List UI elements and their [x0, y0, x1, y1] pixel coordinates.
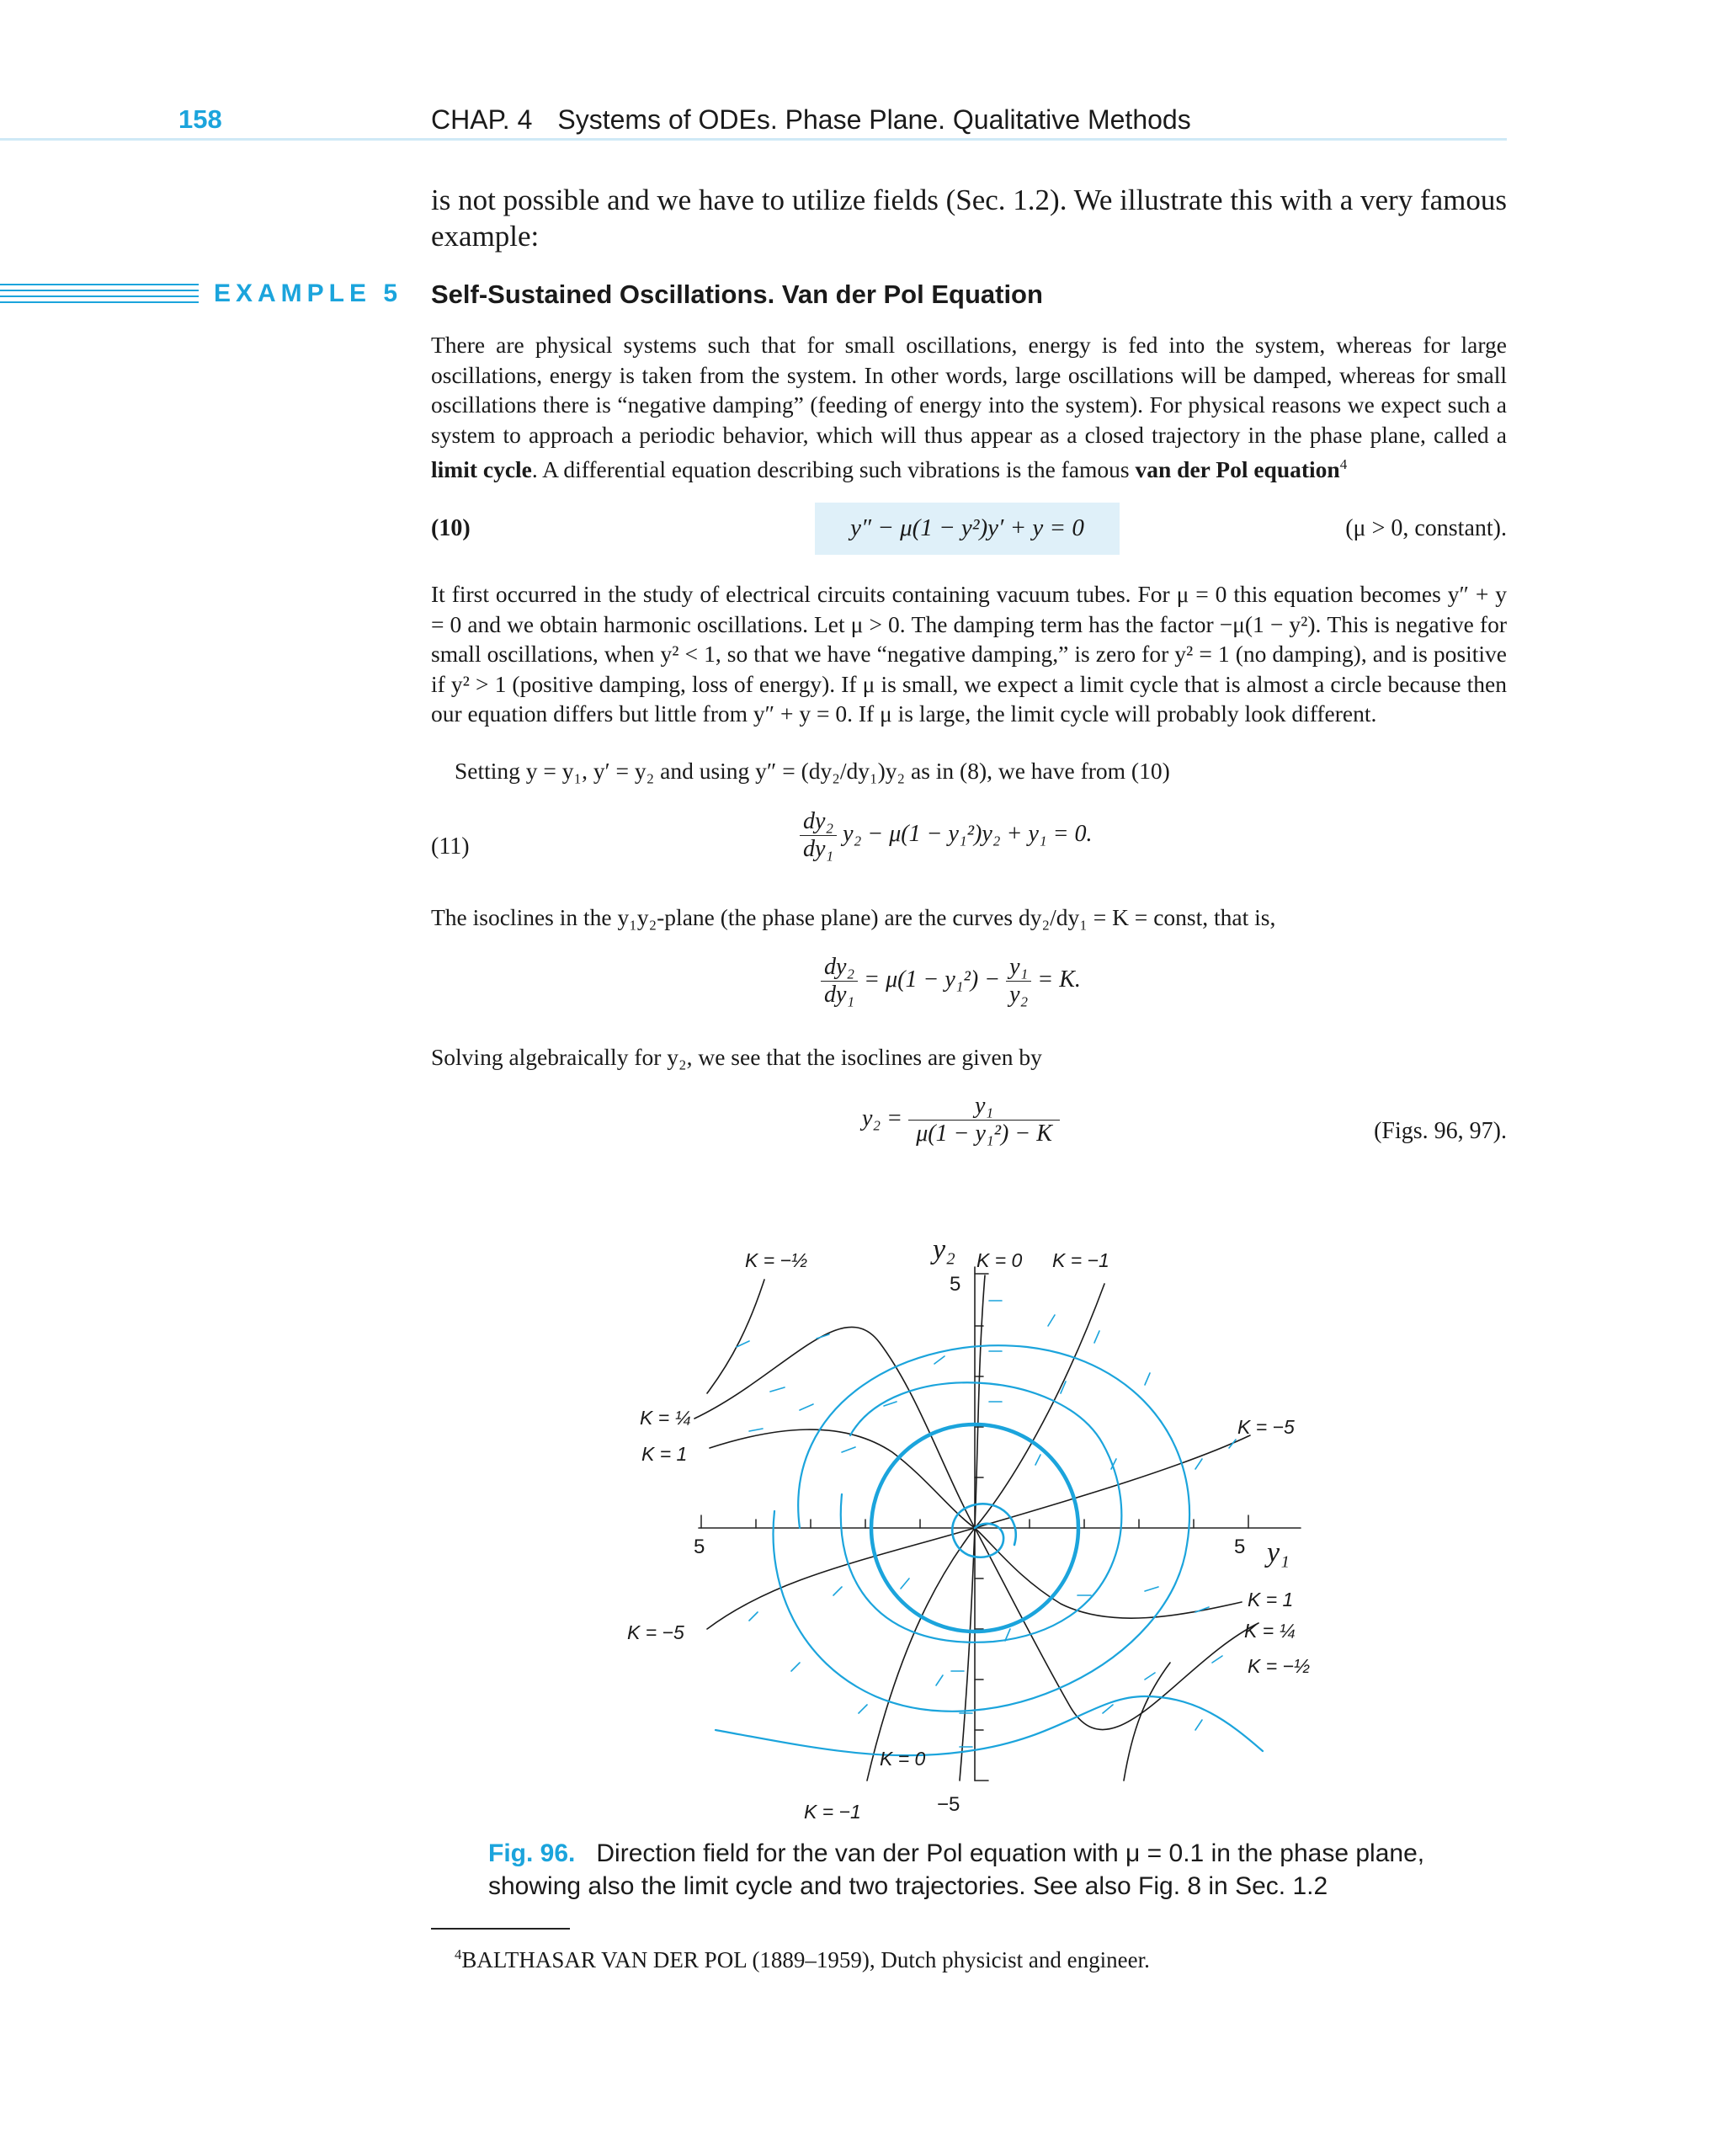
intro-paragraph: is not possible and we have to utilize fields (Sec. 1.2). We illustrate this with a very famous example:: [431, 184, 1507, 253]
equation-y2: y₂ = $\frac{\text{y₁}}{\text{μ(1 − y₁²) − K}}$: [862, 1093, 1060, 1147]
figure-caption: [488, 1837, 1524, 1903]
y1-axis-label: y₁: [1267, 1537, 1290, 1568]
tick-x-left: 5: [694, 1536, 705, 1558]
label-k-neg5-right: K = −5: [1237, 1416, 1295, 1438]
footnote-mark: 4: [455, 1946, 462, 1962]
chapter-title: Systems of ODEs. Phase Plane. Qualitative Methods: [557, 104, 1191, 135]
label-k0-top: K = 0: [976, 1249, 1023, 1271]
term-limit-cycle: limit cycle: [431, 456, 532, 483]
label-k-neg1-bottom: K = −1: [804, 1801, 861, 1823]
chapter-label: CHAP. 4: [431, 104, 533, 135]
inner-spiral: [952, 1504, 1015, 1557]
caption-text: Direction field for the van der Pol equation with μ = 0.1 in the phase plane, showing also the limit cycle and two trajectories. See also Fig. 8 in Sec. 1.2: [488, 1839, 1425, 1900]
equation-isocline: $\frac{\text{dy₂}}{\text{dy₁}}$ = μ(1 − y₁²) − $\frac{\text{y₁}}{\text{y₂}}$ = K.: [821, 954, 1081, 1009]
tick-x-right: 5: [1234, 1536, 1246, 1558]
example-title: Self-Sustained Oscillations. Van der Pol Equation: [431, 279, 1043, 309]
label-k1-right: K = 1: [1248, 1589, 1294, 1610]
label-k-neg5-left: K = −5: [627, 1621, 684, 1643]
y2-axis-label: y₂: [933, 1234, 955, 1265]
figures-reference: (Figs. 96, 97).: [1374, 1118, 1507, 1144]
equation-number-11: (11): [431, 833, 470, 860]
isocline-k-neg-half-bottom: [1124, 1663, 1170, 1781]
term-van-der-pol: van der Pol equation: [1135, 456, 1340, 483]
equation-10: y″ − μ(1 − y²)y′ + y = 0: [850, 514, 1084, 541]
paragraph-solving: Solving algebraically for y₂, we see that the isoclines are given by: [431, 1044, 1042, 1070]
label-k-neg-half-top: K = −½: [745, 1249, 808, 1271]
label-k-neg1-top: K = −1: [1052, 1249, 1109, 1271]
footnote: [455, 1946, 1150, 1973]
tick-y-top: 5: [950, 1273, 961, 1296]
direction-field-figure: [589, 1191, 1347, 1831]
label-k1-left: K = 1: [641, 1443, 688, 1465]
label-k0-bottom: K = 0: [880, 1748, 926, 1770]
outer-trajectory-1: [841, 1382, 1122, 1642]
paragraph-vacuum-tubes: It first occurred in the study of electrical circuits containing vacuum tubes. For μ = 0 this equation becomes y″ + y = 0 and we obtain harmonic oscillations. Let μ > 0. The damping term has the factor −μ(1 − y²). This is negative for small oscillations, when y² < 1, so that we have “negative damping,” is zero for y² = 1 (no damping), and is positive if y² > 1 (positive damping, loss of energy). If μ is small, we expect a limit cycle that is almost a circle because then our equation differs but little from y″ + y = 0. If μ is large, the limit cycle will probably look different.: [431, 581, 1507, 727]
equation-11: $\frac{\text{dy₂}}{\text{dy₁}}$ y₂ − μ(1 − y₁²)y₂ + y₁ = 0.: [800, 808, 1093, 863]
isocline-k-quarter-left: [694, 1327, 975, 1528]
footnote-text: BALTHASAR VAN DER POL (1889–1959), Dutch physicist and engineer.: [461, 1947, 1150, 1972]
isocline-k-quarter-right: [975, 1528, 1258, 1730]
paragraph-isoclines: The isoclines in the y₁y₂-plane (the phase plane) are the curves dy₂/dy₁ = K = const, that is,: [431, 904, 1276, 930]
paragraph-physical-systems: There are physical systems such that for small oscillations, energy is fed into the system, whereas for large oscillations, energy is taken from the system. In other words, large oscillations will be damped, whereas for small oscillations there is “negative damping” (feeding of energy into the system). For physical reasons we expect such a system to approach a periodic behavior, which will thus appear as a closed trajectory in the phase plane, called a limit cycle. A differential equation describing such vibrations is the famous van der Pol equation$^4$: [431, 332, 1507, 483]
example-label: EXAMPLE 5: [214, 279, 403, 307]
paragraph-setting: Setting y = y₁, y′ = y₂ and using y″ = (dy₂/dy₁)y₂ as in (8), we have from (10): [455, 758, 1170, 784]
caption-label: Fig. 96.: [488, 1839, 576, 1867]
page-number: 158: [178, 104, 222, 134]
equation-10-condition: (μ > 0, constant).: [1345, 515, 1507, 541]
footnote-rule: [431, 1928, 570, 1930]
header-rule: [0, 138, 1507, 141]
equation-number-10: (10): [431, 515, 471, 541]
trajectory-bottom: [716, 1696, 1263, 1755]
label-k-neg-half-right: K = −½: [1248, 1655, 1311, 1677]
running-head: [431, 104, 1191, 136]
footnote-ref: 4: [1339, 456, 1348, 472]
tick-y-bottom: −5: [937, 1793, 960, 1816]
example-rule: [0, 284, 199, 304]
isocline-k-neg-half-top: [707, 1280, 764, 1393]
label-k-quarter-right: K = ¼: [1244, 1620, 1296, 1642]
label-k-quarter-left: K = ¼: [640, 1407, 691, 1429]
